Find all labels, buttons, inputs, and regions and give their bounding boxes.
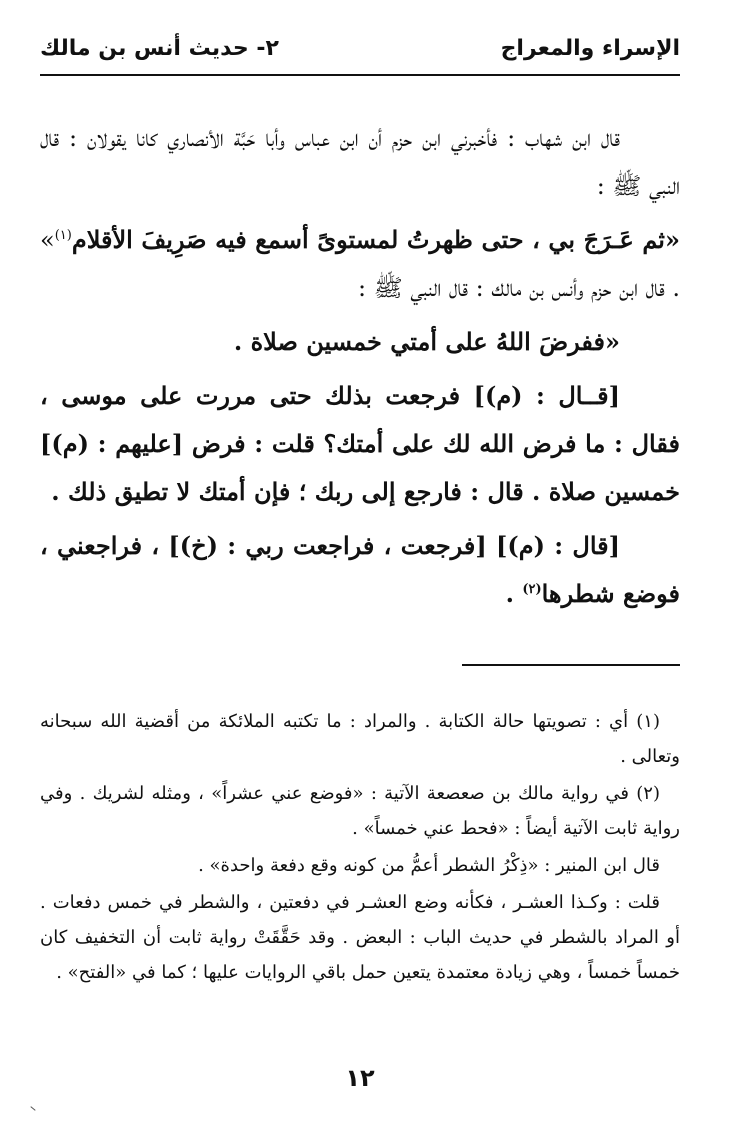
footnotes [40, 704, 680, 992]
footnote-2: (٢) في رواية مالك بن صعصعة الآتية : «فوضع عني عشراً» ، ومثله لشريك . وفي رواية ثابت الآتية أيضاً : «فحط عني خمساً» . [40, 783, 680, 839]
footnote-2-comment: قلت : وكـذا العشـر ، فكأنه وضع العشـر في دفعتين ، والشطر في خمس دفعات . أو المراد بالشطر في حديث الباب : البعض . وقد حَقَّقَتْ رواية ثابت أن التخفيف كان خمساً خمساً ، وهي زيادة معتمدة يتعين حمل باقي الروايات عليها ؛ كما في «الفتح» . [40, 892, 680, 983]
book-title: الإسراء والمعراج [500, 36, 680, 61]
paragraph-quote-fifty-prayers: «ففرضَ اللهُ على أمتي خمسين صلاة . [233, 327, 620, 356]
paragraph-intro: قال ابن شهاب : فأخبرني ابن حزم أن ابن عباس وأبا حَبَّة الأنصاري كانا يقولان : قال النبي ﷺ : [40, 124, 680, 200]
return-text: [قال : (م)] [فرجعت ، فراجعت ربي : (خ)] ، فراجعني ، فوضع شطرها [40, 531, 680, 608]
return-end: . [505, 579, 523, 608]
paragraph-quote-ascension [40, 216, 680, 312]
quote-continuation: » . قال ابن حزم وأنس بن مالك : قال النبي ﷺ : [40, 226, 680, 302]
footnote-ref-1: (١) [54, 228, 72, 243]
page-number: ١٢ [345, 1064, 375, 1092]
footnote-ref-2: (٢) [522, 582, 542, 597]
footnote-1: (١) أي : تصويتها حالة الكتابة . والمراد : ما تكتبه الملائكة من أقضية الله سبحانه وتعالى . [40, 711, 680, 767]
paragraph-moses: [قــال : (م)] فرجعت بذلك حتى مررت على موسى ، فقال : ما فرض الله لك على أمتك؟ قلت : فرض [عليهم : (م)] خمسين صلاة . قال : فارجع إلى ربك ؛ فإن أمتك لا تطيق ذلك . [40, 381, 680, 506]
footnote-2-ibn-munir: قال ابن المنير : «ذِكْرُ الشطر أعمُّ من كونه وقع دفعة واحدة» . [198, 855, 660, 876]
main-text [40, 114, 680, 624]
scan-mark [30, 1106, 35, 1111]
hadith-quote: «ثم عَـرَجَ بي ، حتى ظهرتُ لمستوىً أسمع فيه صَرِيفَ الأقلام [71, 225, 680, 254]
footnote-separator [462, 664, 680, 666]
paragraph-return [40, 522, 680, 618]
chapter-title: ٢- حديث أنس بن مالك [40, 36, 279, 61]
running-header [40, 28, 680, 76]
book-page [40, 28, 680, 1108]
